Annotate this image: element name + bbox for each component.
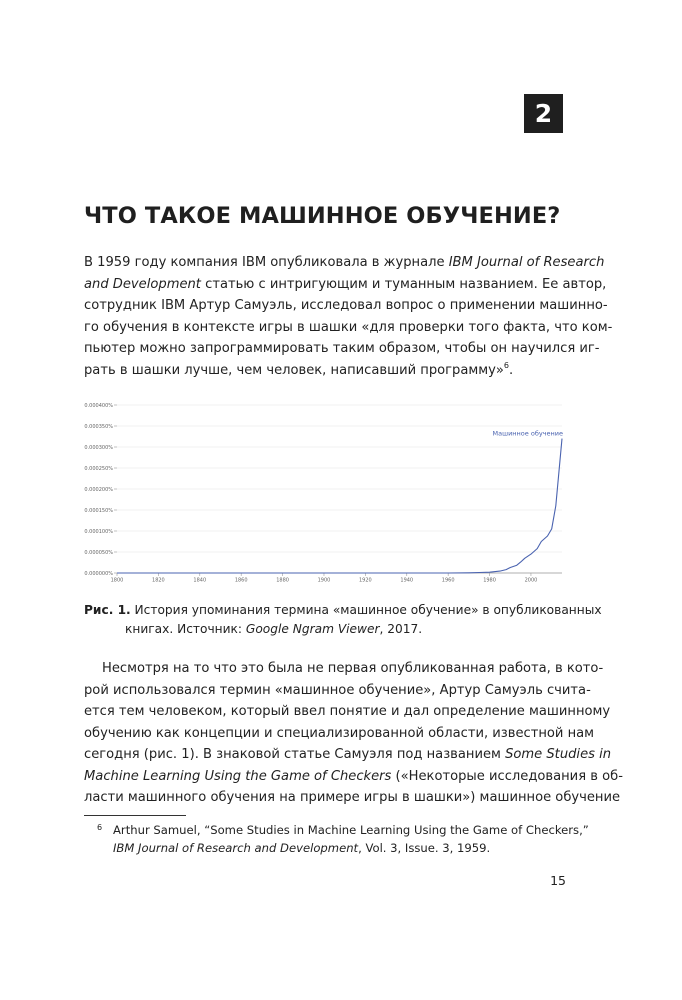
footnote-divider [84, 815, 186, 816]
page-number: 15 [550, 873, 566, 888]
x-tick-label: 1940 [400, 577, 414, 583]
y-tick-label: 0.000100% [84, 528, 113, 535]
text-run: статью с интригующим и туманным названием. Ее автор, [200, 276, 607, 292]
y-tick-label: 0.000400% [84, 402, 113, 409]
footnote-number: 6 [97, 823, 103, 832]
text-line [84, 744, 612, 766]
footnote-line [84, 839, 566, 857]
text-run: , Vol. 3, Issue. 3, 1959. [358, 841, 491, 855]
text-run: («Некоторые исследования в об- [391, 768, 623, 784]
chapter-heading: ЧТО ТАКОЕ МАШИННОЕ ОБУЧЕНИЕ? [84, 203, 561, 229]
chapter-number: 2 [534, 99, 553, 128]
y-tick-label: 0.000250% [84, 465, 113, 472]
text-run: рать в шашки лучше, чем человек, написавший программу» [84, 362, 504, 378]
paper-title: Machine Learning Using the Game of Checkers [84, 768, 392, 784]
text-line: ется тем человеком, который ввел понятие и дал определение машинному [84, 704, 611, 719]
chart-canvas [84, 395, 566, 583]
caption-label: Рис. 1. [84, 603, 131, 617]
paper-title: Some Studies in [505, 747, 612, 762]
text-line [84, 360, 566, 382]
body-paragraph [84, 658, 623, 809]
text-line: пьютер можно запрограммировать таким образом, чтобы он научился иг- [84, 341, 600, 356]
caption-source: Google Ngram Viewer [245, 622, 380, 636]
x-tick-label: 1980 [483, 577, 496, 583]
caption-text: История упоминания термина «машинное обучение» в опубликованных [130, 603, 602, 617]
x-tick-label: 1900 [317, 577, 331, 583]
text-line: рой использовался термин «машинное обучение», Артур Самуэль счита- [84, 682, 591, 698]
text-run: . [508, 362, 514, 378]
caption-text: книгах. Источник: [125, 622, 246, 636]
journal-title: IBM Journal of Research [448, 255, 605, 270]
text-line: го обучения в контексте игры в шашки «для проверки того факта, что ком- [84, 319, 613, 335]
x-tick-label: 2000 [524, 577, 538, 583]
caption-line [84, 620, 566, 639]
text-line [84, 766, 623, 788]
text-run: В 1959 году компания IBM опубликовала в журнале [84, 255, 449, 270]
series-line [117, 439, 562, 573]
x-tick-label: 1860 [234, 577, 248, 583]
y-tick-label: 0.000150% [84, 507, 113, 514]
x-tick-label: 1920 [359, 577, 372, 583]
intro-paragraph [84, 252, 613, 381]
y-tick-label: 0.000050% [84, 549, 113, 556]
text-line [84, 252, 605, 274]
x-tick-label: 1820 [152, 577, 165, 583]
caption-text: , 2017. [379, 622, 423, 636]
footnote [84, 821, 589, 857]
text-line: обучению как концепции и специализированной области, известной нам [84, 725, 595, 741]
y-tick-label: 0.000000% [84, 570, 113, 577]
footnote-line: Arthur Samuel, “Some Studies in Machine Learning Using the Game of Checkers,” [113, 823, 589, 837]
text-line: Несмотря на то что это была не первая опубликованная работа, в кото- [102, 661, 604, 676]
footnote-ref[interactable]: 6 [503, 360, 509, 370]
y-tick-label: 0.000300% [84, 444, 113, 451]
y-tick-label: 0.000350% [84, 423, 113, 430]
chapter-number-badge [524, 94, 563, 133]
y-tick-label: 0.000200% [84, 486, 113, 493]
text-line: ласти машинного обучения на примере игры в шашки») машинное обучение [84, 790, 621, 805]
journal-title: and Development [84, 276, 201, 292]
text-line: сотрудник IBM Артур Самуэль, исследовал вопрос о применении машинно- [84, 298, 608, 313]
text-run: сегодня (рис. 1). В знаковой статье Самуэля под названием [84, 747, 506, 762]
figure-caption [84, 601, 602, 639]
x-tick-label: 1840 [193, 577, 207, 583]
x-tick-label: 1880 [276, 577, 289, 583]
caption-line [84, 601, 602, 620]
ngram-chart [84, 395, 566, 583]
x-tick-label: 1800 [110, 577, 124, 583]
journal-title: IBM Journal of Research and Development [113, 841, 359, 855]
x-tick-label: 1960 [441, 577, 455, 583]
text-line [84, 274, 607, 296]
series-label: Машинное обучение [492, 429, 563, 438]
